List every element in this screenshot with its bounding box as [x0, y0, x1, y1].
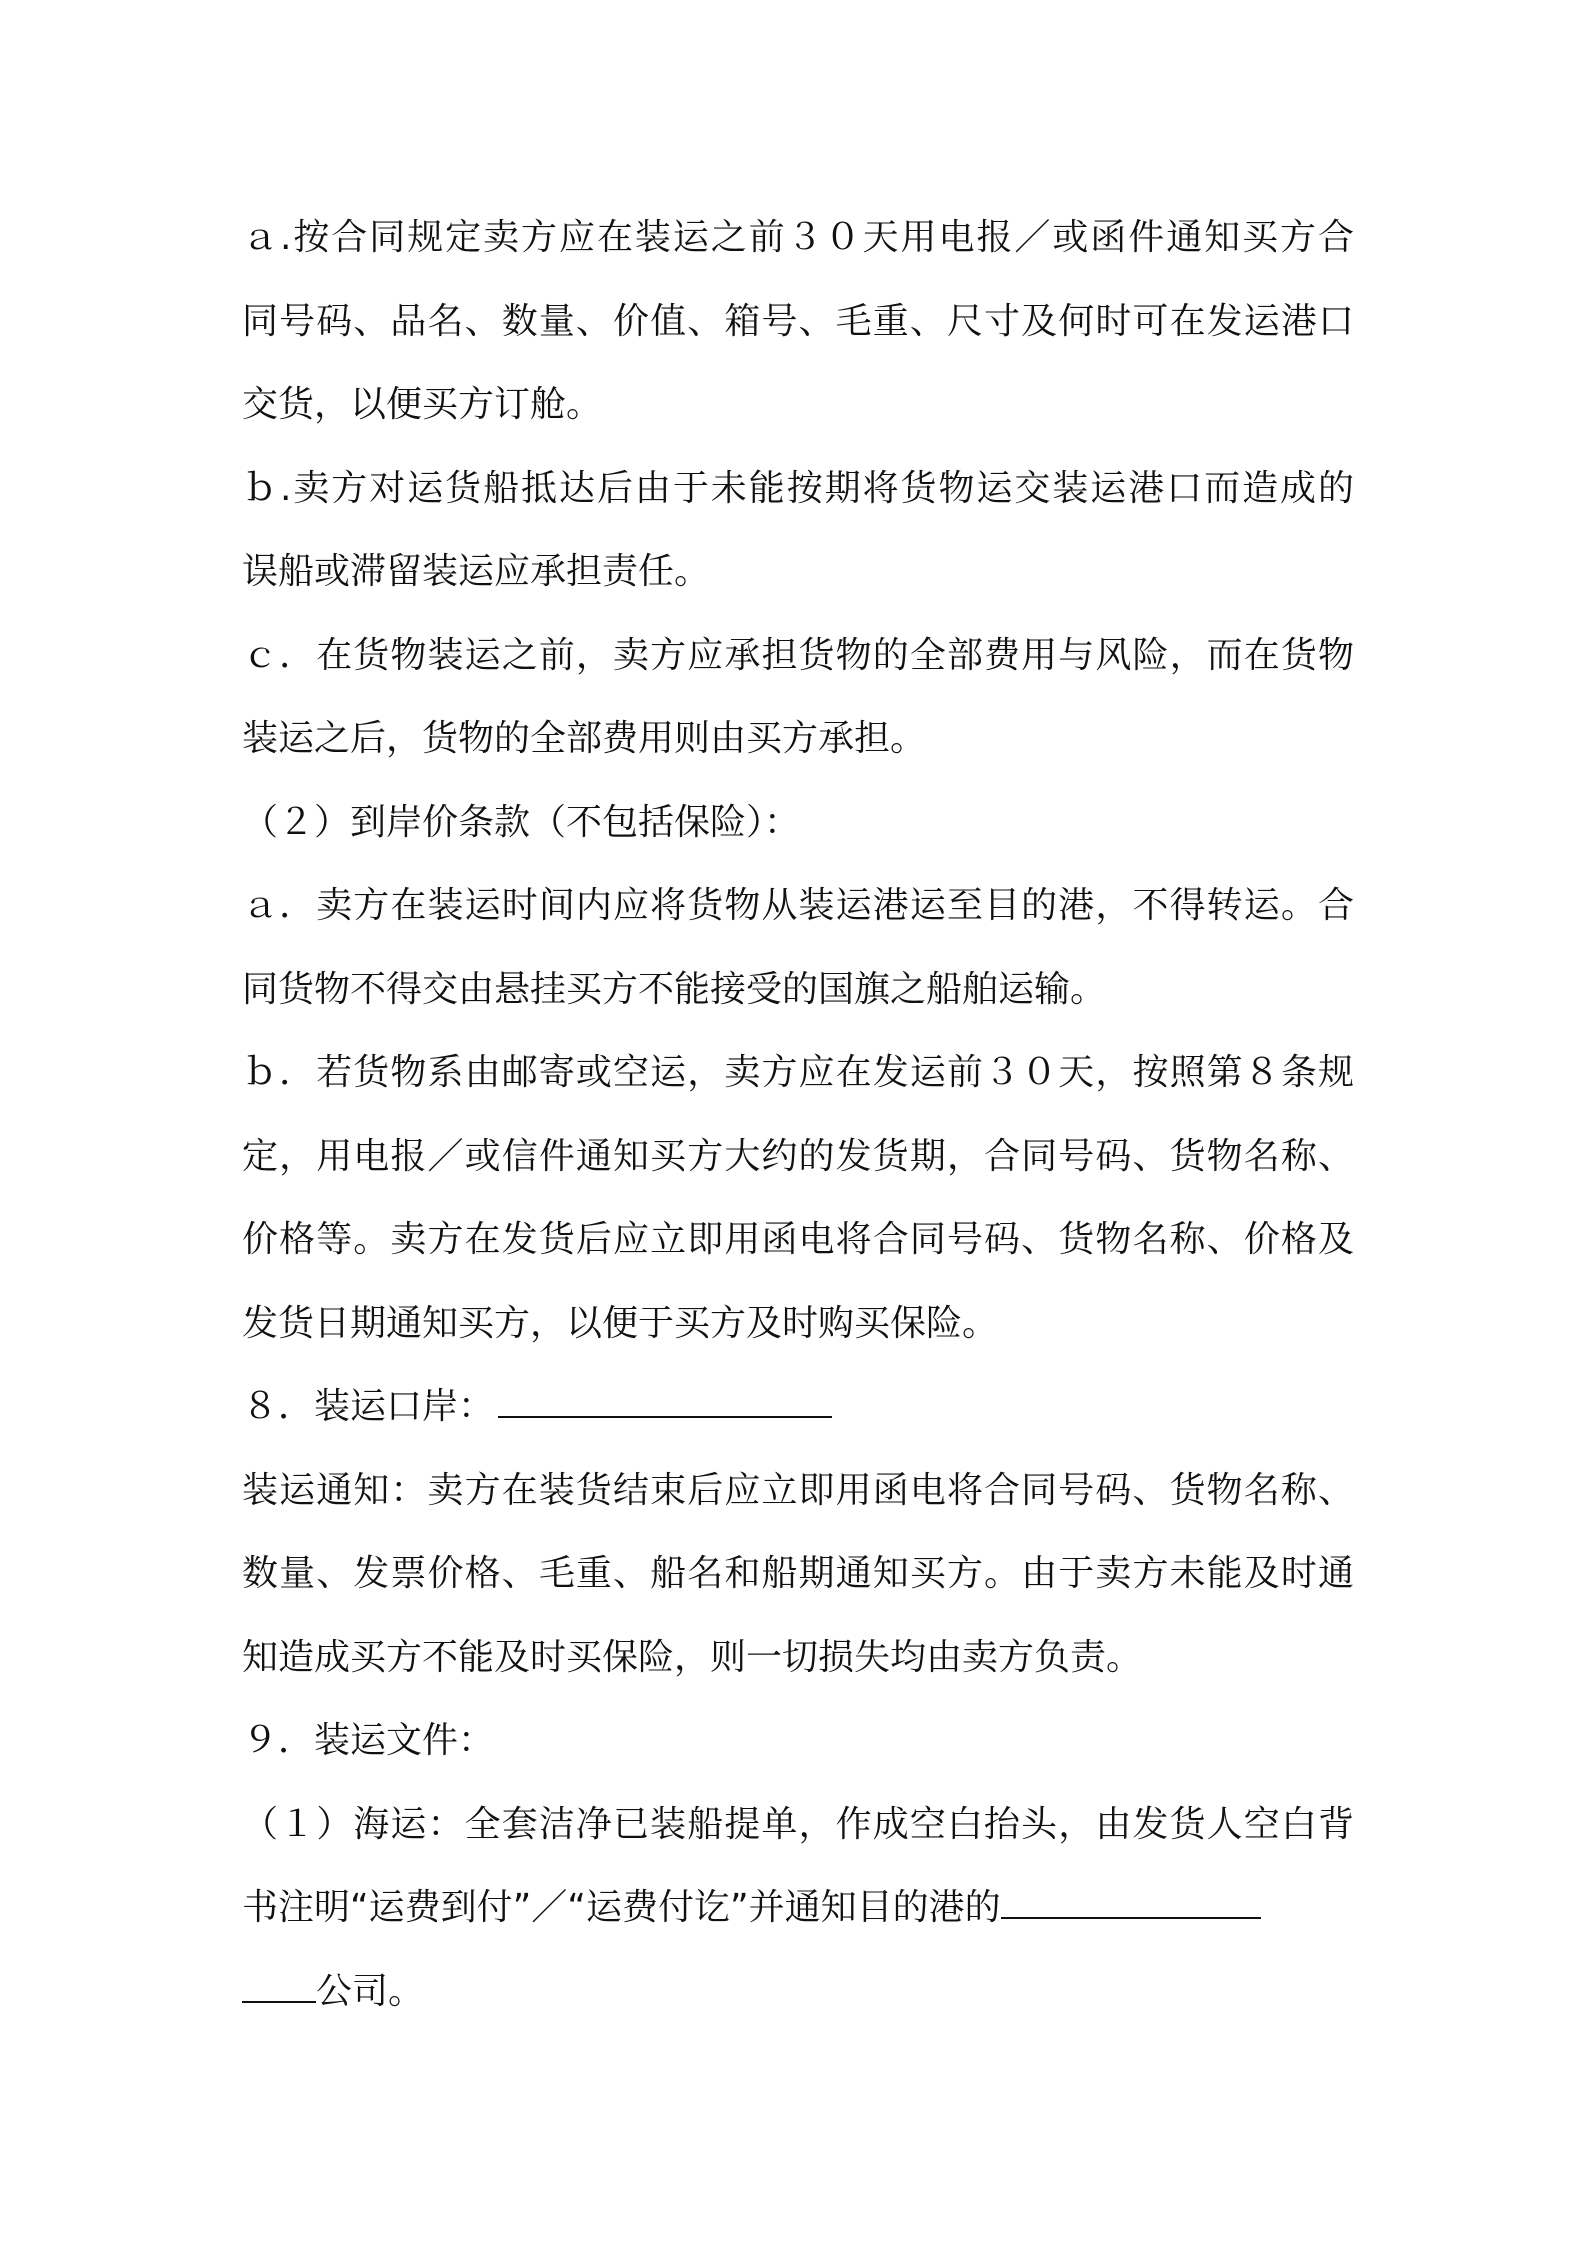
text-line: （１）海运：全套洁净已装船提单，作成空白抬头，由发货人空白背 — [242, 1803, 1354, 1845]
company-blank-field-continued[interactable] — [242, 1971, 316, 2003]
text-line: ａ.按合同规定卖方应在装运之前３０天用电报／或函件通知买方合 — [242, 217, 1354, 258]
text-line: 装运通知：卖方在装货结束后应立即用函电将合同号码、货物名称、 — [242, 1469, 1354, 1511]
port-line — [242, 1365, 1354, 1449]
text-line: 交货，以便买方订舱。 — [242, 384, 603, 425]
text-line: ｂ．若货物系由邮寄或空运，卖方应在发运前３０天，按照第８条规 — [242, 1052, 1354, 1093]
section-heading: ９．装运文件： — [242, 1720, 495, 1761]
company-blank-field[interactable] — [1001, 1887, 1261, 1919]
text-line: ａ．卖方在装运时间内应将货物从装运港运至目的港，不得转运。合 — [242, 885, 1354, 926]
port-label: ８．装运口岸： — [242, 1386, 495, 1427]
company-suffix: 公司。 — [316, 1970, 425, 2012]
company-line — [242, 1950, 1354, 2034]
text-line: ｂ.卖方对运货船抵达后由于未能按期将货物运交装运港口而造成的 — [242, 467, 1354, 509]
document-body — [242, 196, 1354, 2033]
text-line: 同号码、品名、数量、价值、箱号、毛重、尺寸及何时可在发运港口 — [242, 300, 1354, 342]
port-blank-field[interactable] — [498, 1386, 832, 1418]
text-line: 发货日期通知买方，以便于买方及时购买保险。 — [242, 1302, 999, 1344]
text-line: 价格等。卖方在发货后应立即用函电将合同号码、货物名称、价格及 — [242, 1219, 1354, 1260]
text-line: 误船或滞留装运应承担责任。 — [242, 551, 711, 592]
text-line: 同货物不得交由悬挂买方不能接受的国旗之船舶运输。 — [242, 968, 1107, 1010]
text-line: 装运之后，货物的全部费用则由买方承担。 — [242, 718, 927, 759]
sea-transport-text: 书注明“运费到付”／“运费付讫”并通知目的港的 — [242, 1887, 1001, 1928]
section-heading: （２）到岸价条款（不包括保险）： — [242, 801, 801, 843]
text-line: 知造成买方不能及时买保险，则一切损失均由卖方负责。 — [242, 1636, 1143, 1678]
text-line: 定，用电报／或信件通知买方大约的发货期，合同号码、货物名称、 — [242, 1135, 1354, 1177]
text-line: ｃ．在货物装运之前，卖方应承担货物的全部费用与风险，而在货物 — [242, 634, 1354, 676]
sea-transport-line — [242, 1866, 1354, 1950]
text-line: 数量、发票价格、毛重、船名和船期通知买方。由于卖方未能及时通 — [242, 1553, 1354, 1594]
